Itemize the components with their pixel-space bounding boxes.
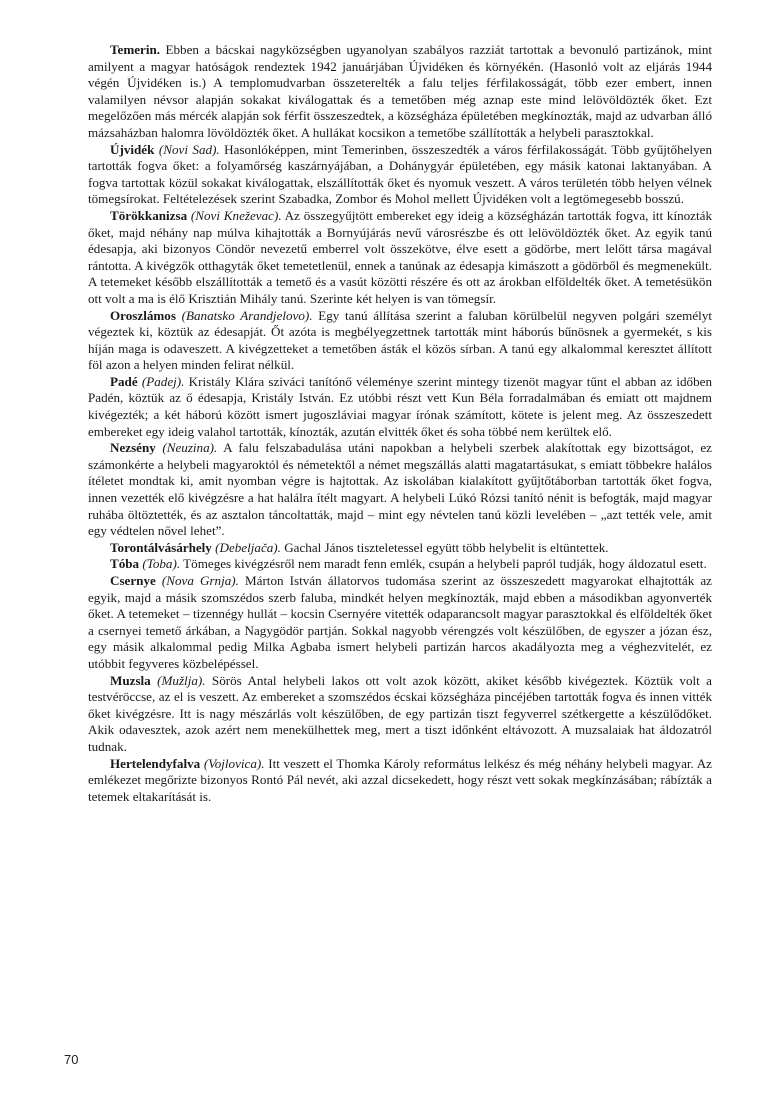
entry-place-name: Muzsla	[110, 672, 151, 688]
entry-text: Márton István állatorvos tudomása szerint az összeszedett magyarokat elhajtották az egyik, majd a másik szomszédos szerb faluba, mindkét helyen megkínozták, majd ebben a másodikban agyonverték őket. A tetemeket – tizennégy hullát – kocsin Csernyére vitették odaparancsolt magyar parasztokkal és elföldelték őket a csernyei temető árkában, a Nagygödör partján. Sokkal nagyobb vérengzés volt készülőben, de egyszer a józan ész, egy másik alkalommal pedig Milka Agbaba ismert helybeli partizán harcos akadályozta meg a véghezvitelét, ez utóbbit fegyveres közbelépéssel.	[88, 573, 712, 671]
entry-hertelendyfalva	[88, 756, 712, 806]
entry-torontalvasarhely	[88, 540, 712, 557]
entry-alt-name: (Debeljača).	[211, 539, 281, 555]
entry-alt-name: (Vojlovica).	[200, 755, 265, 771]
entry-oroszlamos	[88, 308, 712, 374]
entry-place-name: Nezsény	[110, 440, 156, 456]
entry-toba	[88, 556, 712, 573]
entry-text: Hasonlóképpen, mint Temerinben, összeszedték a város férfilakosságát. Több gyűjtőhelyen tartották fogva őket: a folyamőrség kaszárnyájában, a Dohánygyár épületében, egy másik katonai laktanyában. A fogva tartottak közül sokakat kiválogattak, elszállították őket és nyomuk veszett. A város területén több helyen vélnek tömegsírokat. Feltételezések szerint Szabadka, Zombor és Mohol mellett Újvidéken volt a legtömegesebb bosszú.	[88, 141, 712, 207]
entry-alt-name: (Toba).	[139, 556, 181, 572]
entry-alt-name: (Padej).	[137, 373, 185, 389]
entry-place-name: Oroszlámos	[110, 307, 176, 323]
entry-place-name: Hertelendyfalva	[110, 755, 201, 771]
entry-alt-name: (Neuzina).	[155, 440, 218, 456]
entry-text: Egy tanú állítása szerint a faluban körülbelül negyven polgári személyt végeztek ki, köztük az édesapját. Őt azóta is megbélyegzettnek tartották mint háborús bűnösnek a gyermekét, s kis híján maga is odaveszett. A kivégzetteket a temetőben ásták el közös sírban. A tanú egy alkalommal keresztet állított föl azon a helyen minden felirat nélkül.	[88, 307, 712, 373]
entry-text: Kristály Klára szivácі tanítónő véleménye szerint mintegy tizenöt magyar tűnt el abban az időben Padén, köztük az ő édesapja, Kristály István. Ez utóbbi részt vett Kun Béla forradalmában és emiatt ott majdnem kivégezték; a két háború között ismert jugoszláviai magyar írónak számított, kötete is jelent meg. Az összeszedett embereket egy ideig valahol tartották, kínozták, azután elvitték őket és soha többé nem kerültek elő.	[88, 373, 712, 439]
entry-text: Tömeges kivégzésről nem maradt fenn emlék, csupán a helybeli papról tudják, hogy áldozatul esett.	[180, 556, 707, 572]
entry-text: Sörös Antal helybeli lakos ott volt azok között, akiket később kivégeztek. Köztük volt a testvéröccse, az el is veszett. Az embereket a szomszédos écskai községháza pincéjében tartották fogva és innen vitték őket kivégzésre. Itt is nagy mészárlás volt készülőben, de egy partizán tiszt fegyverrel szétkergette a készülődőket. Akik odavesztek, azok azért nem menekülhettek meg, mert a tiszt időnként eltávozott. A muzsalaiak hat áldozatról tudnak.	[88, 672, 712, 754]
page-number: 70	[64, 1052, 79, 1067]
entry-place-name: Tóba	[110, 556, 140, 572]
entry-place-name: Törökkanizsa	[110, 207, 188, 223]
entry-alt-name: (Mužlja).	[150, 672, 206, 688]
entry-text: Gachal János tiszteletessel együtt több helybelit is eltüntettek.	[280, 539, 609, 555]
entry-text: Itt veszett el Thomka Károly református lelkész és még néhány helybeli magyar. Az emlékezet megőrizte bizonyos Rontó Pál nevét, aki azzal dicsekedett, hogy részt vett sokak megkínzásában; rábízták a tetemek eltakarítását is.	[88, 755, 712, 804]
entry-torokkanizsa	[88, 208, 712, 308]
entry-place-name: Temerin.	[110, 42, 161, 57]
entry-nezseny	[88, 440, 712, 540]
document-body	[88, 42, 712, 805]
entry-text: Az összegyűjtött embereket egy ideig a községházán tartották fogva, itt kínozták őket, majd néhány nap múlva kihajtották a Bornyújárás nevű városrészbe és ott lelövöldözték őket. Az egyik tanú édesapja, aki bizonyos Cöndör nevezetű emberrel volt összekötve, élve esett a gödörbe, mert lelőtt társa magával rántotta. A kivégzők otthagyták őket temetetlenül, ennek a tanúnak az édesapja kimászott a gödörből és megmenekült. A tetemeket később elszállították a temető és a vasút közötti részére és ott az árokban elföldelték őket. A temetésükön ott volt a ma is élő Krisztián Mihály tanú. Szerinte két helyen is van tömegsír.	[88, 207, 712, 306]
entry-csernye	[88, 573, 712, 673]
entry-alt-name: (Novi Sad).	[154, 141, 220, 157]
entry-text: Ebben a bácskai nagyközségben ugyanolyan szabályos razziát tartottak a bevonuló partizánok, mint amilyent a magyar hatóságok rendeztek 1942 januárjában Újvidéken és környékén. (Hasonló volt az eljárás 1944 végén Újvidéken is.) A templomudvarban összeterelték a falu teljes férfilakosságát, több ezer embert, innen valamilyen névsor alapján sokakat kiválogattak és a temetőben még aznap este mind lelövöldözték őket. Ezt megelőzően más mércék alapján sok férfit összeszedtek, a községháza épületében megkínozták, majd az udvarban álló mázsaházban halomra lövöldözték őket. A hullákat kocsikon a temetőbe szállították a helybeli parasztokkal.	[88, 42, 712, 140]
entry-alt-name: (Banatsko Arandjelovo).	[175, 307, 313, 323]
entry-place-name: Padé	[110, 373, 138, 389]
entry-place-name: Csernye	[110, 573, 156, 588]
entry-place-name: Torontálvásárhely	[110, 539, 212, 555]
entry-temerin	[88, 42, 712, 142]
entry-alt-name: (Novi Kneževac).	[187, 207, 282, 223]
entry-muzsla	[88, 673, 712, 756]
entry-place-name: Újvidék	[110, 141, 155, 157]
entry-pade	[88, 374, 712, 440]
entry-ujvidek	[88, 142, 712, 208]
entry-alt-name: (Nova Grnja).	[155, 573, 239, 588]
entry-text: A falu felszabadulása utáni napokban a helybeli szerbek alakítottak egy bizottságot, ez számonkérte a helybeli magyaroktól és németektől a német megszállás alatti magatartásukat, s emiatt többekre halálos ítéletet mondtak ki, amit nyomban végre is hajtottak. Az iskolában kialakított gyűjtőtáborban tartották őket fogva, innen vezették elő kivégzésre a hat halálra ítélt magyart. A helybeli Lúkó Rózsi tanító nénit is befogták, majd magyar ruhába öltöztették, és az asztalon táncoltatták, majd – mint egy névtelen tanú közli levelében – „azt tették vele, amit egy védtelen nővel lehet”.	[88, 440, 712, 539]
